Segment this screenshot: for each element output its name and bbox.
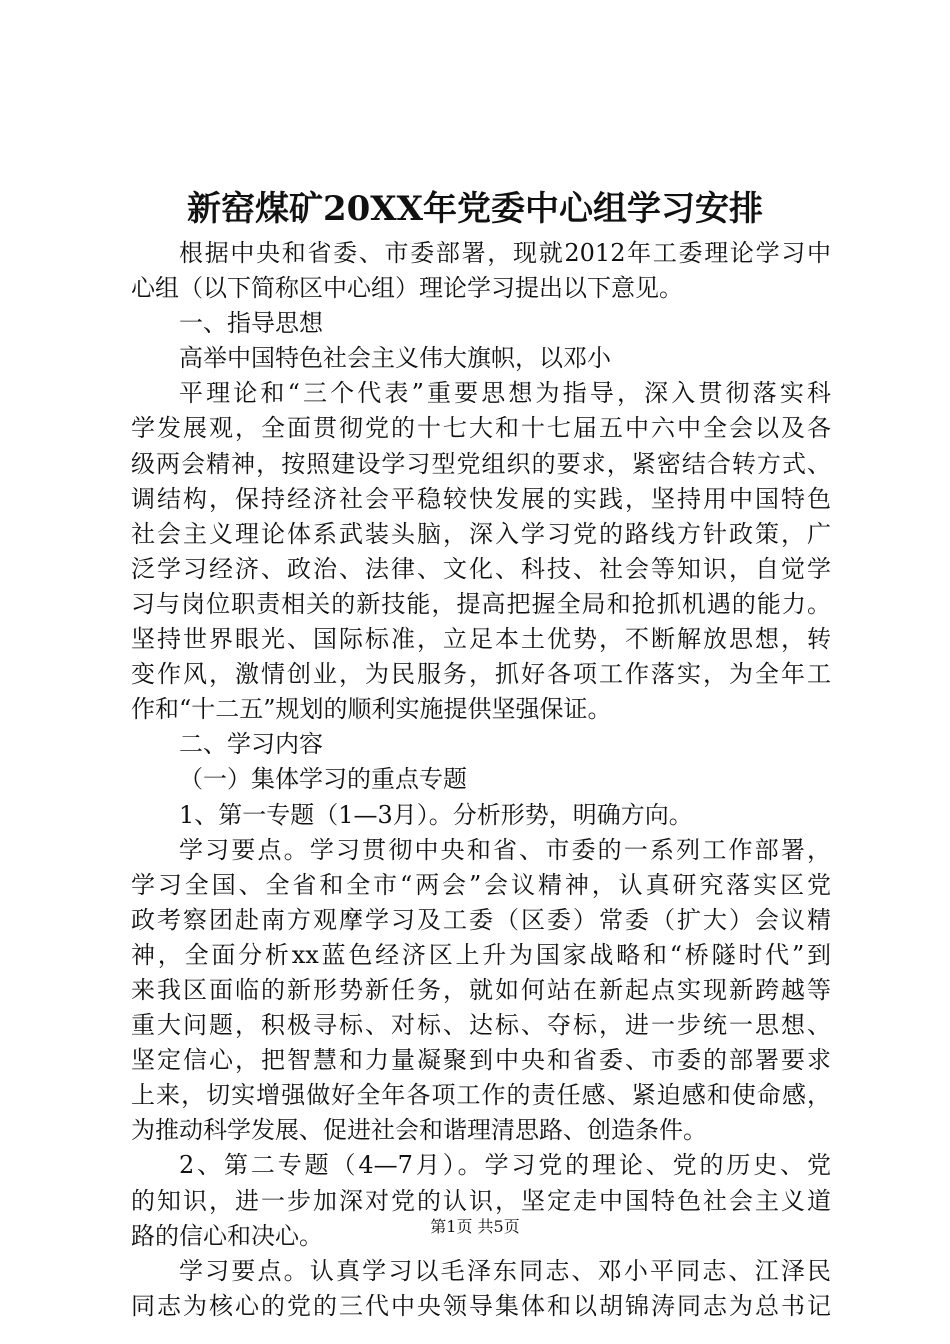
body-text-line: （一）集体学习的重点专题: [179, 765, 467, 794]
body-text-line: 同志为核心的党的三代中央领导集体和以胡锦涛同志为总书记: [131, 1291, 831, 1320]
body-text-line: 平理论和“三个代表”重要思想为指导，深入贯彻落实科: [179, 379, 831, 408]
body-text-line: 作和“十二五”规划的顺利实施提供坚强保证。: [131, 695, 612, 724]
body-text-line: 重大问题，积极寻标、对标、达标、夺标，进一步统一思想、: [131, 1011, 831, 1040]
body-text-line: 一、指导思想: [179, 309, 323, 338]
page-footer: 第1页 共5页: [430, 1217, 520, 1236]
body-text-line: 神，全面分析xx蓝色经济区上升为国家战略和“桥隧时代”到: [131, 940, 831, 969]
body-text-line: 二、学习内容: [179, 730, 323, 759]
body-text-line: 学习全国、全省和全市“两会”会议精神，认真研究落实区党: [131, 870, 831, 899]
body-text-line: 学习要点。认真学习以毛泽东同志、邓小平同志、江泽民: [179, 1256, 831, 1285]
body-text-line: 学发展观，全面贯彻党的十七大和十七届五中六中全会以及各: [131, 414, 831, 443]
document-title: 新窑煤矿20XX年党委中心组学习安排: [186, 189, 764, 229]
body-text-line: 坚定信心，把智慧和力量凝聚到中央和省委、市委的部署要求: [131, 1046, 831, 1075]
body-text-line: 调结构，保持经济社会平稳较快发展的实践，坚持用中国特色: [131, 484, 831, 513]
body-text-line: 上来，切实增强做好全年各项工作的责任感、紧迫感和使命感，: [131, 1081, 831, 1110]
body-text-line: 习与岗位职责相关的新技能，提高把握全局和抢抓机遇的能力。: [131, 589, 831, 618]
body-text-line: 为推动科学发展、促进社会和谐理清思路、创造条件。: [131, 1116, 707, 1145]
body-text-line: 泛学习经济、政治、法律、文化、科技、社会等知识，自觉学: [131, 554, 831, 583]
body-text-line: 变作风，激情创业，为民服务，抓好各项工作落实，为全年工: [131, 660, 831, 689]
body-text-line: 2、第二专题（4—7月）。学习党的理论、党的历史、党: [179, 1151, 831, 1180]
document-body: [131, 236, 831, 1324]
body-text-line: 1、第一专题（1—3月）。分析形势，明确方向。: [179, 800, 693, 829]
body-text-line: 坚持世界眼光、国际标准，立足本土优势，不断解放思想，转: [131, 625, 831, 654]
body-text-line: 根据中央和省委、市委部署，现就2012年工委理论学习中: [179, 239, 831, 267]
body-text-line: 高举中国特色社会主义伟大旗帜，以邓小: [179, 344, 611, 373]
body-text-line: 级两会精神，按照建设学习型党组织的要求，紧密结合转方式、: [131, 449, 831, 478]
body-text-line: 社会主义理论体系武装头脑，深入学习党的路线方针政策，广: [131, 519, 831, 548]
body-text-line: 路的信心和决心。: [131, 1221, 323, 1250]
body-text-line: 的知识，进一步加深对党的认识，坚定走中国特色社会主义道: [131, 1186, 831, 1215]
body-text-line: 学习要点。学习贯彻中央和省、市委的一系列工作部署，: [179, 835, 831, 864]
body-text-line: 来我区面临的新形势新任务，就如何站在新起点实现新跨越等: [131, 975, 831, 1004]
body-text-line: 心组（以下简称区中心组）理论学习提出以下意见。: [131, 274, 683, 303]
body-text-line: 政考察团赴南方观摩学习及工委（区委）常委（扩大）会议精: [131, 905, 831, 934]
